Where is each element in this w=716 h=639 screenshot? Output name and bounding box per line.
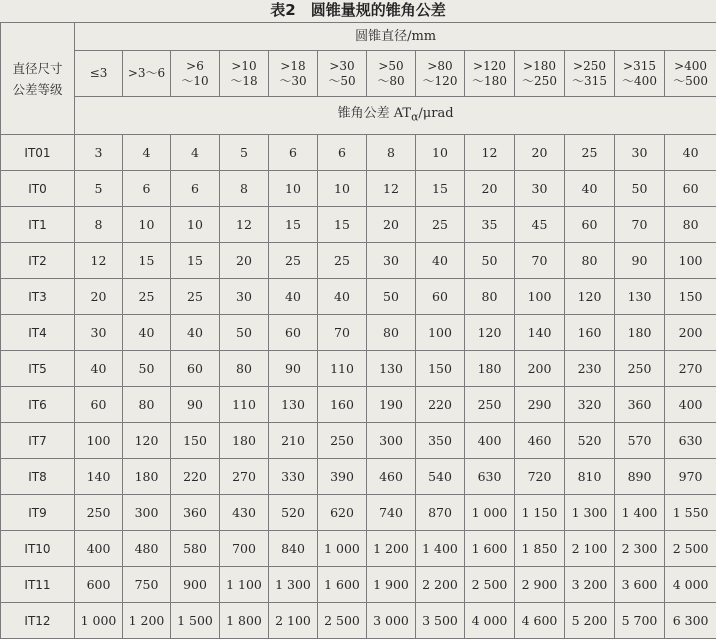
value-cell: 620	[318, 495, 367, 531]
value-cell: 4	[171, 135, 220, 171]
value-cell: 40	[269, 279, 318, 315]
grade-cell: IT10	[1, 531, 75, 567]
value-cell: 2 300	[615, 531, 665, 567]
value-cell: 630	[665, 423, 716, 459]
value-cell: 20	[515, 135, 565, 171]
value-cell: 40	[123, 315, 171, 351]
value-cell: 1 300	[269, 567, 318, 603]
diameter-range-header	[171, 51, 220, 97]
value-cell: 90	[615, 243, 665, 279]
value-cell: 5 200	[565, 603, 615, 639]
value-cell: 220	[416, 387, 465, 423]
value-cell: 180	[615, 315, 665, 351]
value-cell: 40	[665, 135, 716, 171]
grade-cell: IT1	[1, 207, 75, 243]
value-cell: 4	[123, 135, 171, 171]
value-cell: 580	[171, 531, 220, 567]
value-cell: 150	[665, 279, 716, 315]
value-cell: 1 600	[318, 567, 367, 603]
value-cell: 8	[220, 171, 269, 207]
value-cell: 100	[75, 423, 123, 459]
value-cell: 120	[465, 315, 515, 351]
value-cell: 110	[318, 351, 367, 387]
value-cell: 20	[220, 243, 269, 279]
value-cell: 6 300	[665, 603, 716, 639]
grade-cell: IT9	[1, 495, 75, 531]
value-cell: 890	[615, 459, 665, 495]
range-upper: ～250	[515, 74, 564, 89]
grade-cell: IT5	[1, 351, 75, 387]
corner-label-diameter: 直径尺寸	[1, 58, 74, 79]
value-cell: 30	[75, 315, 123, 351]
value-cell: 3 000	[367, 603, 416, 639]
value-cell: 600	[75, 567, 123, 603]
value-cell: 1 300	[565, 495, 615, 531]
value-cell: 1 200	[123, 603, 171, 639]
value-cell: 80	[565, 243, 615, 279]
value-cell: 1 000	[75, 603, 123, 639]
value-cell: 1 100	[220, 567, 269, 603]
value-cell: 570	[615, 423, 665, 459]
value-cell: 80	[665, 207, 716, 243]
value-cell: 1 000	[318, 531, 367, 567]
grade-cell: IT7	[1, 423, 75, 459]
value-cell: 4 000	[665, 567, 716, 603]
value-cell: 630	[465, 459, 515, 495]
value-cell: 140	[515, 315, 565, 351]
value-cell: 90	[171, 387, 220, 423]
value-cell: 130	[367, 351, 416, 387]
value-cell: 330	[269, 459, 318, 495]
grade-cell: IT6	[1, 387, 75, 423]
value-cell: 6	[269, 135, 318, 171]
value-cell: 12	[367, 171, 416, 207]
diameter-range-header	[75, 51, 123, 97]
value-cell: 4 600	[515, 603, 565, 639]
range-lower: >30	[318, 59, 366, 74]
value-cell: 40	[565, 171, 615, 207]
value-cell: 80	[220, 351, 269, 387]
value-cell: 1 200	[367, 531, 416, 567]
value-cell: 25	[123, 279, 171, 315]
value-cell: 180	[465, 351, 515, 387]
value-cell: 100	[665, 243, 716, 279]
value-cell: 390	[318, 459, 367, 495]
table-row	[1, 207, 716, 243]
value-cell: 2 100	[269, 603, 318, 639]
diameter-header: 圆锥直径/mm	[75, 23, 716, 51]
range-lower: >180	[515, 59, 564, 74]
value-cell: 400	[465, 423, 515, 459]
value-cell: 20	[367, 207, 416, 243]
value-cell: 60	[269, 315, 318, 351]
value-cell: 15	[318, 207, 367, 243]
grade-cell: IT3	[1, 279, 75, 315]
value-cell: 40	[416, 243, 465, 279]
range-lower: >3～6	[123, 66, 170, 81]
value-cell: 30	[615, 135, 665, 171]
value-cell: 15	[416, 171, 465, 207]
value-cell: 80	[465, 279, 515, 315]
value-cell: 1 550	[665, 495, 716, 531]
value-cell: 15	[123, 243, 171, 279]
value-cell: 25	[171, 279, 220, 315]
value-cell: 40	[75, 351, 123, 387]
cone-angle-tolerance-table	[0, 22, 716, 639]
value-cell: 400	[665, 387, 716, 423]
value-cell: 120	[565, 279, 615, 315]
value-cell: 400	[75, 531, 123, 567]
value-cell: 250	[465, 387, 515, 423]
value-cell: 45	[515, 207, 565, 243]
value-cell: 840	[269, 531, 318, 567]
value-cell: 200	[515, 351, 565, 387]
corner-label-grade: 公差等级	[1, 79, 74, 100]
corner-header	[1, 23, 75, 135]
table-row	[1, 459, 716, 495]
value-cell: 50	[367, 279, 416, 315]
range-upper: ～400	[615, 74, 664, 89]
value-cell: 70	[615, 207, 665, 243]
value-cell: 200	[665, 315, 716, 351]
diameter-range-header	[269, 51, 318, 97]
table-row	[1, 351, 716, 387]
value-cell: 10	[318, 171, 367, 207]
value-cell: 150	[416, 351, 465, 387]
diameter-range-header	[565, 51, 615, 97]
value-cell: 250	[75, 495, 123, 531]
value-cell: 110	[220, 387, 269, 423]
range-lower: >6	[171, 59, 219, 74]
value-cell: 3 600	[615, 567, 665, 603]
value-cell: 300	[123, 495, 171, 531]
value-cell: 8	[75, 207, 123, 243]
range-lower: >250	[565, 59, 614, 74]
value-cell: 460	[367, 459, 416, 495]
value-cell: 5	[75, 171, 123, 207]
diameter-range-header	[367, 51, 416, 97]
value-cell: 4 000	[465, 603, 515, 639]
value-cell: 1 400	[615, 495, 665, 531]
table-title: 表2 圆锥量规的锥角公差	[0, 0, 716, 22]
range-upper: ～50	[318, 74, 366, 89]
value-cell: 2 900	[515, 567, 565, 603]
value-cell: 2 500	[465, 567, 515, 603]
diameter-range-header	[318, 51, 367, 97]
value-cell: 50	[465, 243, 515, 279]
value-cell: 60	[75, 387, 123, 423]
value-cell: 6	[318, 135, 367, 171]
table-row	[1, 603, 716, 639]
value-cell: 300	[367, 423, 416, 459]
diameter-range-header	[123, 51, 171, 97]
value-cell: 1 000	[465, 495, 515, 531]
value-cell: 190	[367, 387, 416, 423]
value-cell: 2 100	[565, 531, 615, 567]
value-cell: 740	[367, 495, 416, 531]
value-cell: 3 500	[416, 603, 465, 639]
value-cell: 480	[123, 531, 171, 567]
value-cell: 290	[515, 387, 565, 423]
value-cell: 540	[416, 459, 465, 495]
value-cell: 250	[615, 351, 665, 387]
range-upper: ～30	[269, 74, 317, 89]
value-cell: 6	[171, 171, 220, 207]
value-cell: 30	[367, 243, 416, 279]
value-cell: 25	[565, 135, 615, 171]
value-cell: 50	[123, 351, 171, 387]
value-cell: 100	[416, 315, 465, 351]
value-cell: 80	[367, 315, 416, 351]
table-row	[1, 567, 716, 603]
unit-header: 锥角公差 $AT_\alpha$/μrad	[75, 97, 716, 135]
range-lower: >50	[367, 59, 415, 74]
value-cell: 12	[465, 135, 515, 171]
value-cell: 360	[171, 495, 220, 531]
value-cell: 180	[220, 423, 269, 459]
value-cell: 230	[565, 351, 615, 387]
value-cell: 1 400	[416, 531, 465, 567]
range-lower: >18	[269, 59, 317, 74]
value-cell: 250	[318, 423, 367, 459]
grade-cell: IT11	[1, 567, 75, 603]
diameter-range-header	[416, 51, 465, 97]
diameter-range-header	[615, 51, 665, 97]
range-lower: >10	[220, 59, 268, 74]
table-row	[1, 387, 716, 423]
value-cell: 210	[269, 423, 318, 459]
value-cell: 320	[565, 387, 615, 423]
value-cell: 60	[565, 207, 615, 243]
table-row	[1, 423, 716, 459]
value-cell: 3 200	[565, 567, 615, 603]
value-cell: 360	[615, 387, 665, 423]
value-cell: 5 700	[615, 603, 665, 639]
value-cell: 10	[416, 135, 465, 171]
table-row	[1, 531, 716, 567]
value-cell: 460	[515, 423, 565, 459]
grade-cell: IT12	[1, 603, 75, 639]
value-cell: 270	[220, 459, 269, 495]
range-lower: ≤3	[75, 66, 122, 81]
value-cell: 220	[171, 459, 220, 495]
value-cell: 50	[220, 315, 269, 351]
value-cell: 15	[269, 207, 318, 243]
value-cell: 50	[615, 171, 665, 207]
value-cell: 10	[123, 207, 171, 243]
range-upper: ～180	[465, 74, 514, 89]
range-upper: ～500	[665, 74, 716, 89]
value-cell: 350	[416, 423, 465, 459]
value-cell: 40	[318, 279, 367, 315]
value-cell: 6	[123, 171, 171, 207]
value-cell: 520	[269, 495, 318, 531]
value-cell: 25	[318, 243, 367, 279]
grade-cell: IT4	[1, 315, 75, 351]
range-upper: ～315	[565, 74, 614, 89]
grade-cell: IT2	[1, 243, 75, 279]
table-row	[1, 315, 716, 351]
value-cell: 60	[171, 351, 220, 387]
value-cell: 30	[220, 279, 269, 315]
grade-cell: IT0	[1, 171, 75, 207]
value-cell: 2 200	[416, 567, 465, 603]
value-cell: 270	[665, 351, 716, 387]
grade-cell: IT01	[1, 135, 75, 171]
table-body	[1, 135, 716, 639]
value-cell: 2 500	[665, 531, 716, 567]
value-cell: 150	[171, 423, 220, 459]
table-row	[1, 495, 716, 531]
grade-cell: IT8	[1, 459, 75, 495]
value-cell: 120	[123, 423, 171, 459]
range-upper: ～80	[367, 74, 415, 89]
value-cell: 1 600	[465, 531, 515, 567]
value-cell: 20	[75, 279, 123, 315]
value-cell: 810	[565, 459, 615, 495]
value-cell: 20	[465, 171, 515, 207]
diameter-range-row	[1, 51, 716, 97]
value-cell: 60	[665, 171, 716, 207]
value-cell: 160	[318, 387, 367, 423]
value-cell: 520	[565, 423, 615, 459]
diameter-range-header	[515, 51, 565, 97]
value-cell: 160	[565, 315, 615, 351]
value-cell: 60	[416, 279, 465, 315]
value-cell: 180	[123, 459, 171, 495]
value-cell: 1 850	[515, 531, 565, 567]
value-cell: 12	[220, 207, 269, 243]
value-cell: 35	[465, 207, 515, 243]
value-cell: 900	[171, 567, 220, 603]
range-lower: >315	[615, 59, 664, 74]
range-upper: ～120	[416, 74, 464, 89]
value-cell: 1 500	[171, 603, 220, 639]
value-cell: 1 800	[220, 603, 269, 639]
table-row	[1, 171, 716, 207]
diameter-range-header	[220, 51, 269, 97]
value-cell: 10	[269, 171, 318, 207]
range-lower: >80	[416, 59, 464, 74]
table-row	[1, 243, 716, 279]
value-cell: 100	[515, 279, 565, 315]
value-cell: 40	[171, 315, 220, 351]
range-upper: ～10	[171, 74, 219, 89]
range-lower: >400	[665, 59, 716, 74]
value-cell: 25	[269, 243, 318, 279]
range-lower: >120	[465, 59, 514, 74]
value-cell: 130	[269, 387, 318, 423]
value-cell: 5	[220, 135, 269, 171]
value-cell: 70	[318, 315, 367, 351]
value-cell: 1 150	[515, 495, 565, 531]
value-cell: 130	[615, 279, 665, 315]
value-cell: 1 900	[367, 567, 416, 603]
value-cell: 70	[515, 243, 565, 279]
value-cell: 90	[269, 351, 318, 387]
value-cell: 25	[416, 207, 465, 243]
value-cell: 2 500	[318, 603, 367, 639]
value-cell: 870	[416, 495, 465, 531]
value-cell: 970	[665, 459, 716, 495]
table-row	[1, 135, 716, 171]
value-cell: 15	[171, 243, 220, 279]
table-row	[1, 279, 716, 315]
value-cell: 430	[220, 495, 269, 531]
value-cell: 30	[515, 171, 565, 207]
value-cell: 10	[171, 207, 220, 243]
value-cell: 720	[515, 459, 565, 495]
value-cell: 3	[75, 135, 123, 171]
value-cell: 700	[220, 531, 269, 567]
value-cell: 12	[75, 243, 123, 279]
diameter-range-header	[465, 51, 515, 97]
diameter-range-header	[665, 51, 716, 97]
range-upper: ～18	[220, 74, 268, 89]
value-cell: 140	[75, 459, 123, 495]
value-cell: 80	[123, 387, 171, 423]
value-cell: 750	[123, 567, 171, 603]
value-cell: 8	[367, 135, 416, 171]
